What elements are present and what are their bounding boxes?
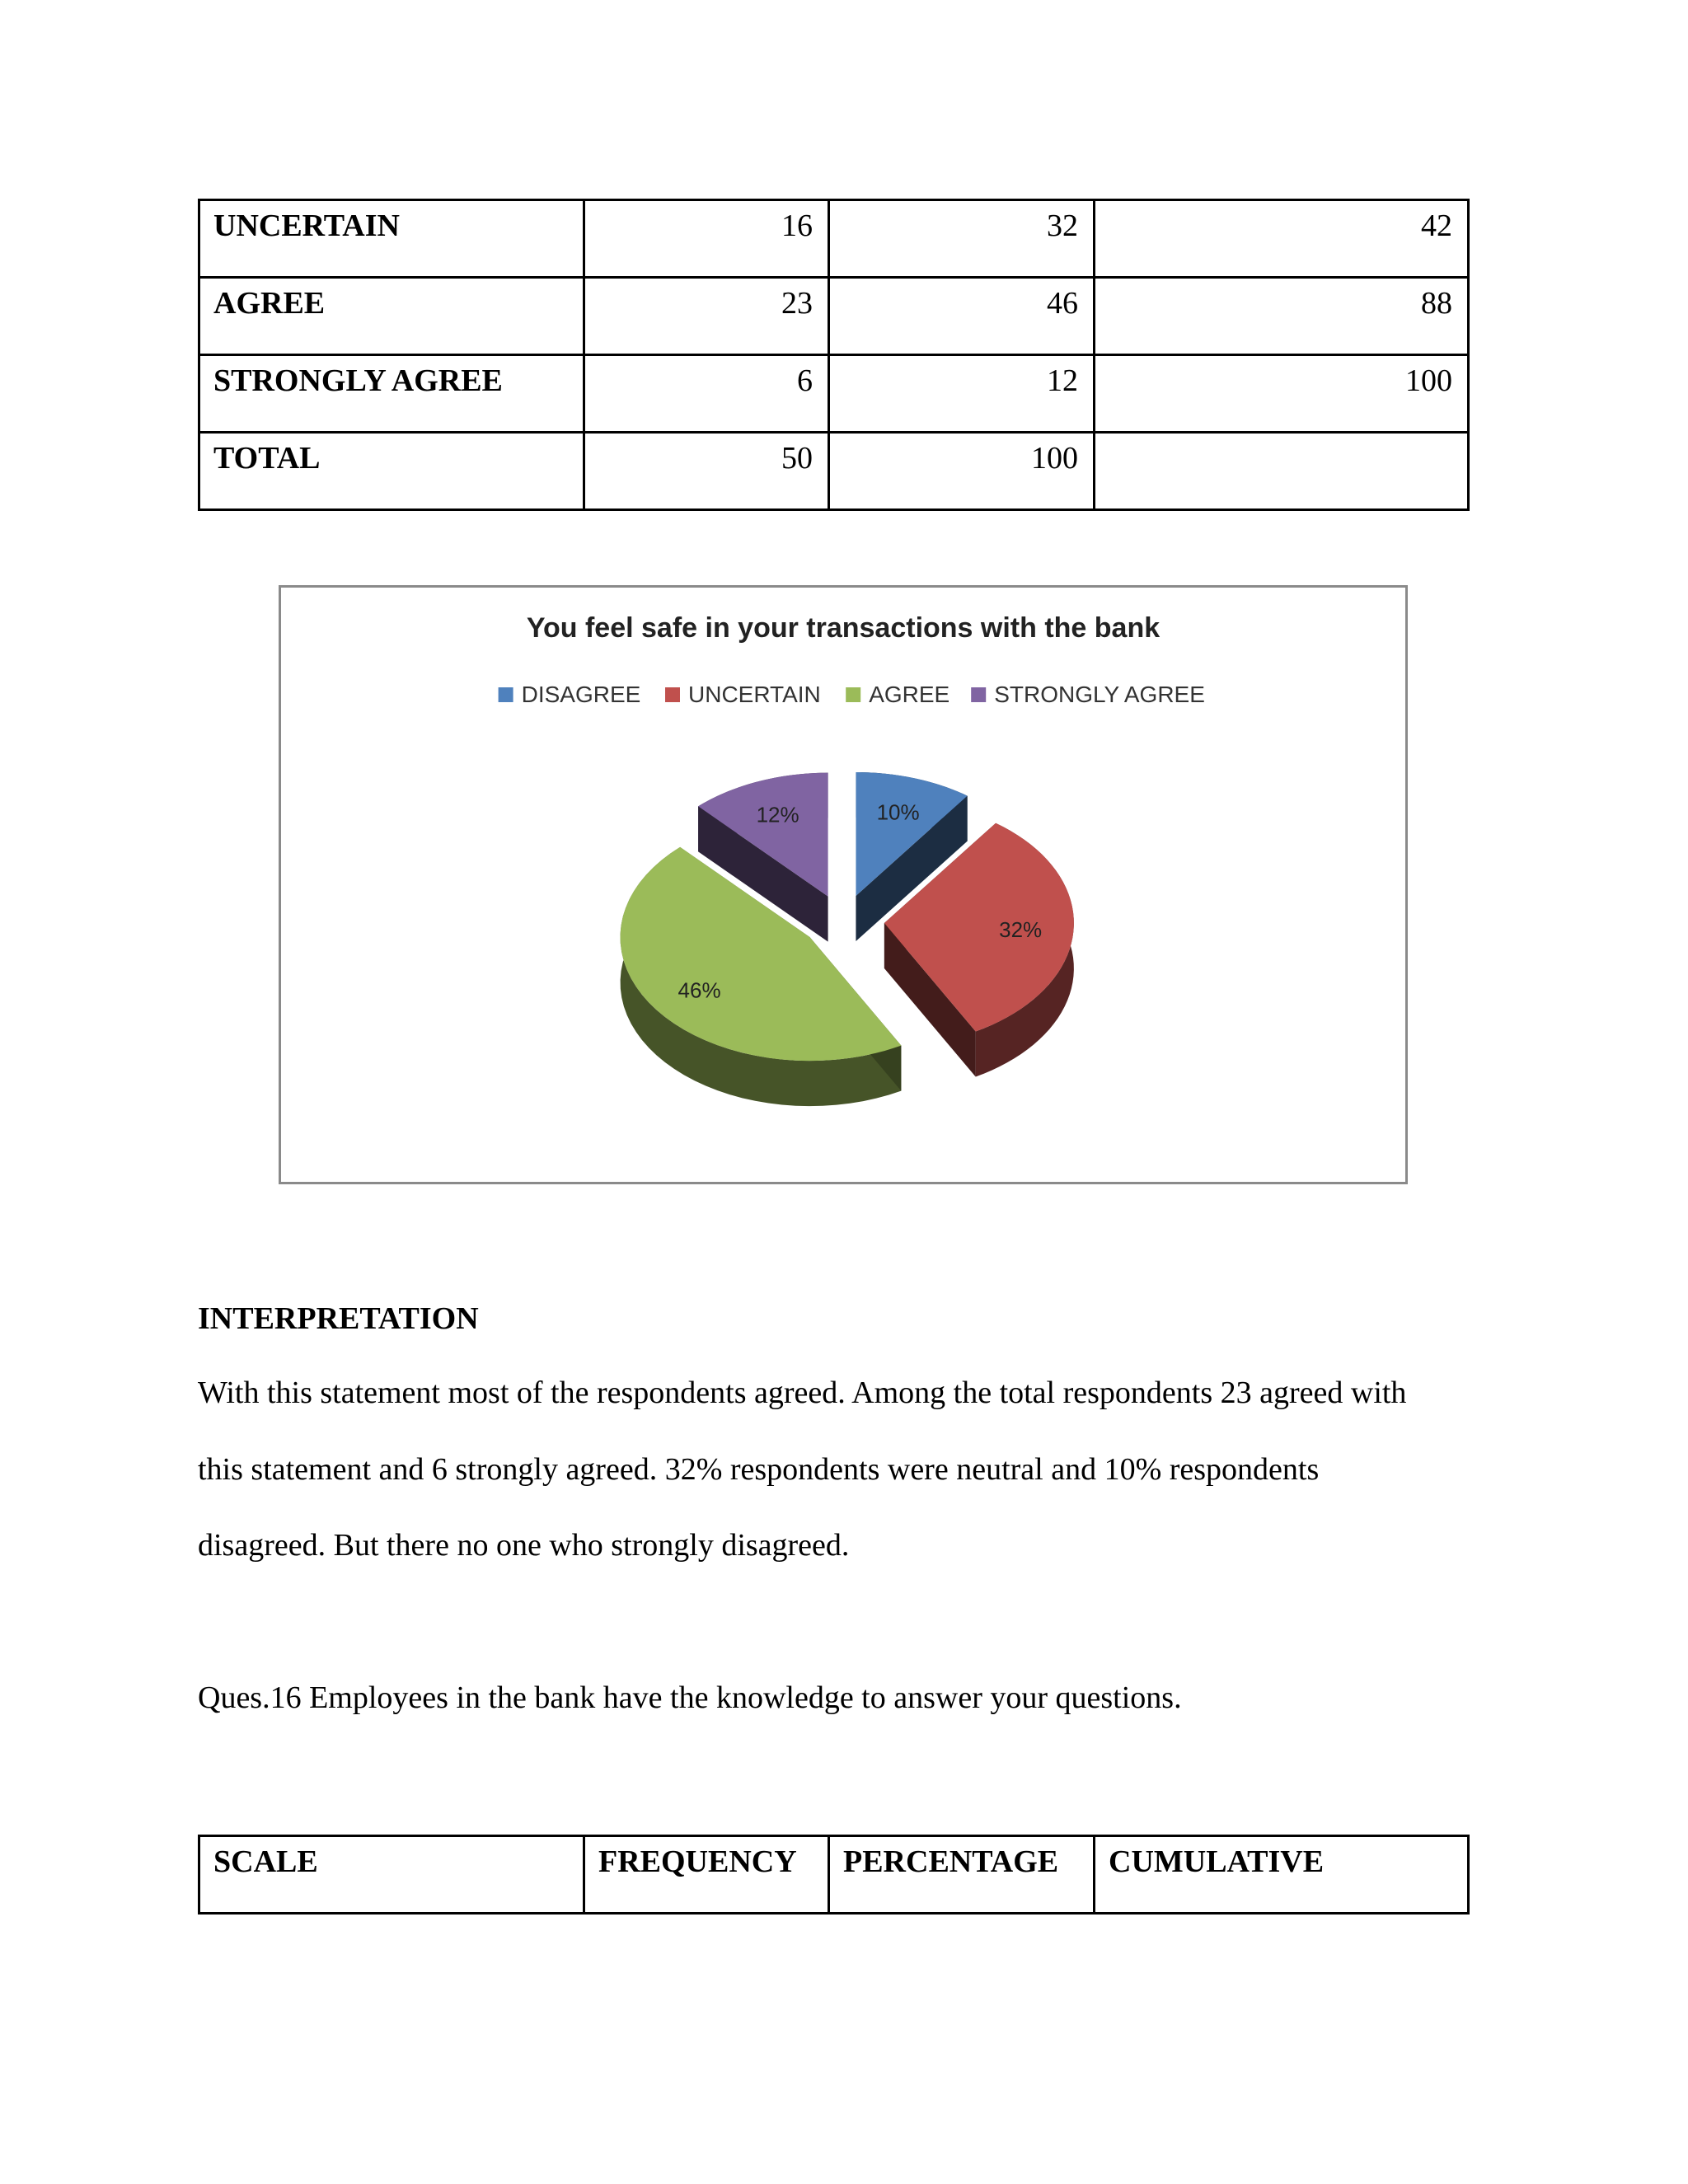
- table-row: [199, 355, 1469, 433]
- table-row: [199, 278, 1469, 355]
- legend-swatch: [846, 687, 860, 702]
- pie-data-label: 46%: [678, 977, 721, 1003]
- frequency-cell: 23: [584, 278, 829, 355]
- pie-data-label: 10%: [876, 799, 920, 825]
- legend-swatch: [665, 687, 680, 702]
- percentage-cell: 12: [829, 355, 1095, 433]
- chart-title: You feel safe in your transactions with the bank: [526, 612, 1160, 644]
- column-header-frequency: FREQUENCY: [584, 1836, 829, 1914]
- legend-label: DISAGREE: [521, 682, 641, 707]
- interpretation-line: disagreed. But there no one who strongly disagreed.: [198, 1528, 850, 1563]
- pie-data-label: 32%: [999, 916, 1043, 942]
- interpretation-line: this statement and 6 strongly agreed. 32% respondents were neutral and 10% respondents: [198, 1452, 1320, 1487]
- cumulative-cell: 42: [1095, 200, 1469, 278]
- pie-data-label: 12%: [756, 802, 799, 827]
- column-header-cumulative: CUMULATIVE: [1095, 1836, 1469, 1914]
- frequency-cell: 50: [584, 433, 829, 510]
- percentage-cell: 32: [829, 200, 1095, 278]
- percentage-cell: 100: [829, 433, 1095, 510]
- frequency-cell: 16: [584, 200, 829, 278]
- column-header-scale: SCALE: [199, 1836, 584, 1914]
- cumulative-cell: 88: [1095, 278, 1469, 355]
- cumulative-cell: [1095, 433, 1469, 510]
- question-text: Ques.16 Employees in the bank have the knowledge to answer your questions.: [198, 1680, 1182, 1715]
- scale-cell: TOTAL: [199, 433, 584, 510]
- table-row: [199, 200, 1469, 278]
- scale-cell: UNCERTAIN: [199, 200, 584, 278]
- table-header-row: [199, 1836, 1469, 1914]
- pie-chart: [281, 588, 1405, 1182]
- chart-legend: [499, 682, 1205, 707]
- column-header-percentage: PERCENTAGE: [829, 1836, 1095, 1914]
- pie-chart-frame: [279, 585, 1408, 1184]
- interpretation-line: With this statement most of the respondents agreed. Among the total respondents 23 agreed with: [198, 1376, 1407, 1410]
- legend-label: UNCERTAIN: [688, 682, 821, 707]
- interpretation-heading: INTERPRETATION: [198, 1301, 479, 1336]
- frequency-cell: 6: [584, 355, 829, 433]
- legend-swatch: [499, 687, 513, 702]
- scale-cell: STRONGLY AGREE: [199, 355, 584, 433]
- percentage-cell: 46: [829, 278, 1095, 355]
- data-table-top: [198, 199, 1470, 511]
- legend-label: STRONGLY AGREE: [994, 682, 1205, 707]
- legend-swatch: [971, 687, 986, 702]
- table-row: [199, 433, 1469, 510]
- cumulative-cell: 100: [1095, 355, 1469, 433]
- scale-cell: AGREE: [199, 278, 584, 355]
- data-table-bottom: [198, 1835, 1470, 1915]
- legend-label: AGREE: [869, 682, 950, 707]
